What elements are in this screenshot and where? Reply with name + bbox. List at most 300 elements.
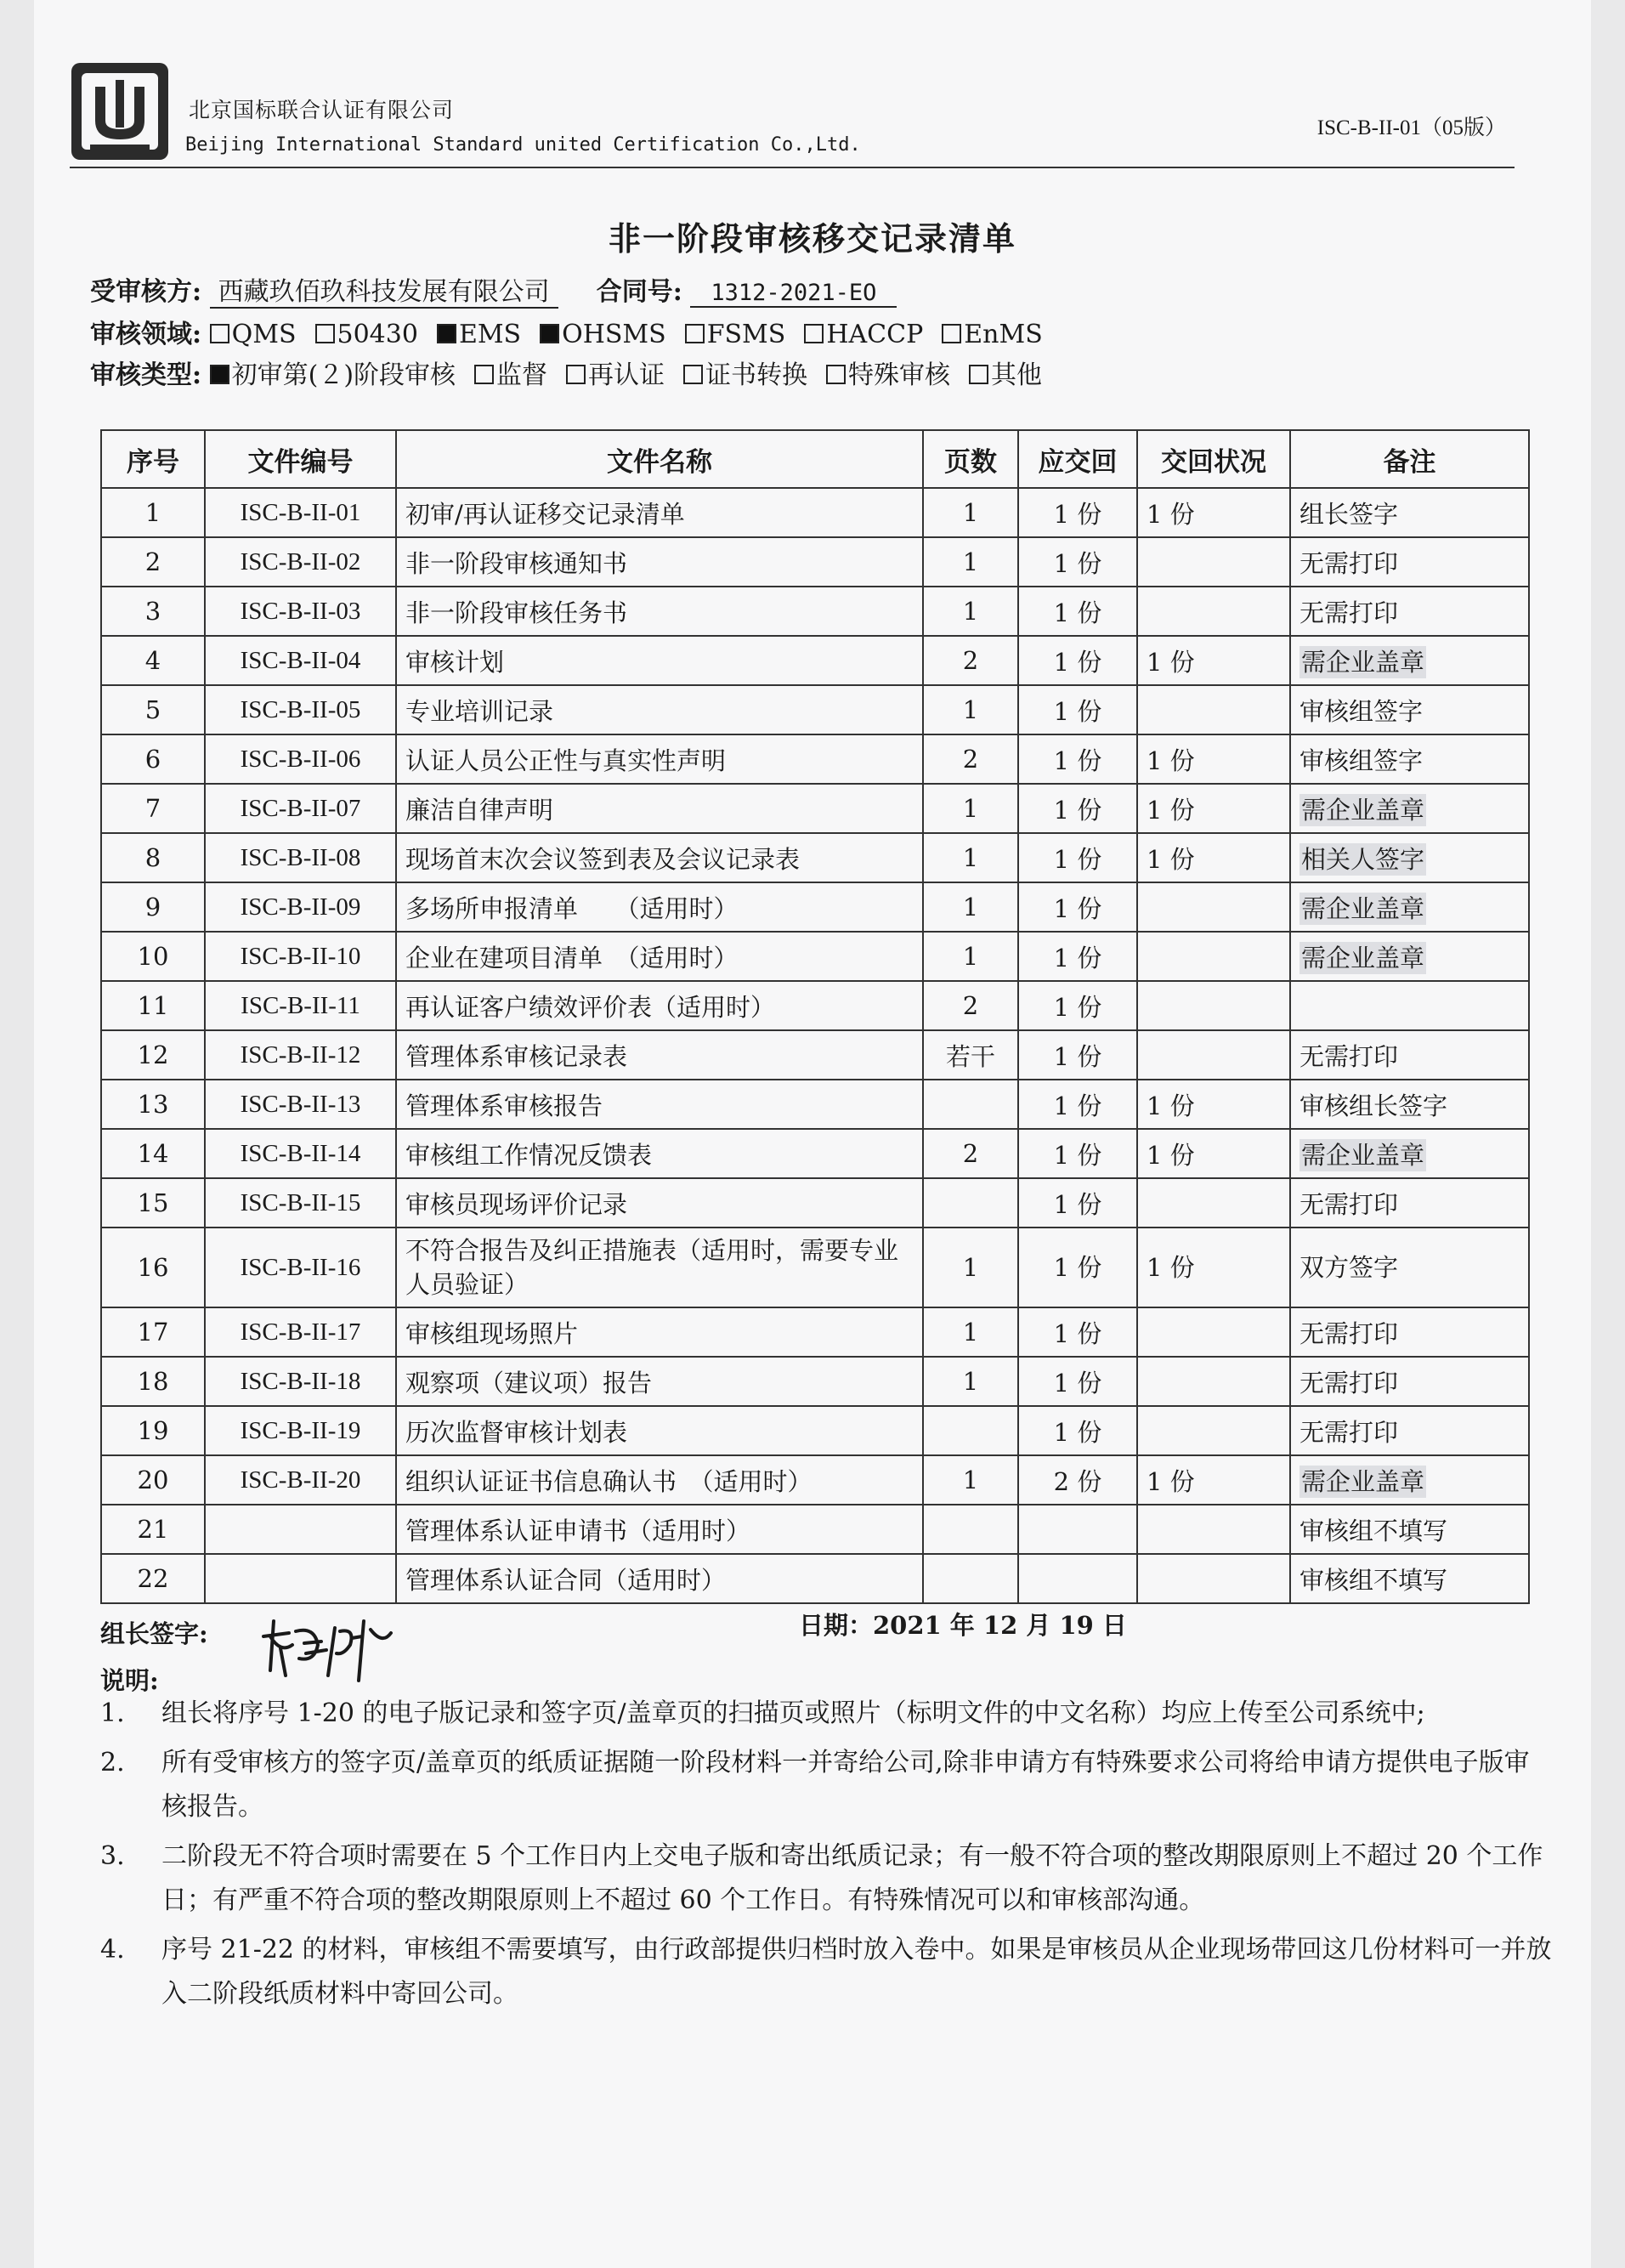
cell-seq [101, 1455, 205, 1505]
cell-due-text: 1 份 [1053, 1368, 1102, 1398]
cell-remarks-text: 无需打印 [1299, 1417, 1399, 1447]
cell-pages [923, 685, 1018, 734]
cell-pages-text: 1 [962, 597, 979, 626]
audit-type-option-6[interactable] [969, 354, 1042, 391]
checkbox-checked-icon[interactable] [437, 324, 456, 343]
option-label: 再认证 [588, 360, 665, 390]
cell-doc-no [205, 537, 396, 587]
cell-returned [1137, 685, 1290, 734]
cell-doc-no-text: ISC-B-II-05 [240, 695, 361, 723]
table-row [101, 1406, 1529, 1455]
cell-seq [101, 537, 205, 587]
table-row [101, 1228, 1529, 1307]
cell-doc-no [205, 734, 396, 784]
audit-type-line [90, 354, 1061, 391]
cell-doc-no-text: ISC-B-II-19 [240, 1416, 361, 1444]
cell-seq-text: 11 [137, 991, 169, 1020]
cell-doc-name [396, 1554, 923, 1603]
cell-pages [923, 488, 1018, 537]
cell-remarks [1290, 1030, 1529, 1080]
cell-pages [923, 636, 1018, 685]
cell-due-text: 1 份 [1053, 844, 1102, 874]
cell-doc-name [396, 1455, 923, 1505]
cell-doc-no [205, 1455, 396, 1505]
note-text: 组长将序号 1-20 的电子版记录和签字页/盖章页的扫描页或照片（标明文件的中文名称）均应上传至公司系统中; [161, 1698, 1425, 1728]
cell-remarks [1290, 1554, 1529, 1603]
option-label: 监督 [496, 360, 548, 390]
cell-seq-text: 9 [144, 893, 161, 921]
col-header-pages: 页数 [923, 430, 1018, 488]
handover-table [100, 429, 1530, 1604]
cell-due [1018, 932, 1137, 981]
audit-field-enms[interactable] [942, 320, 1043, 349]
cell-doc-no-text: ISC-B-II-07 [240, 794, 361, 822]
cell-doc-name-text: 非一阶段审核任务书 [405, 598, 628, 627]
cell-due [1018, 882, 1137, 932]
cell-pages [923, 1505, 1018, 1554]
table-row [101, 734, 1529, 784]
notes-list [100, 1692, 1554, 2021]
cell-due [1018, 488, 1137, 537]
cell-due-text: 1 份 [1053, 647, 1102, 677]
table-row [101, 1178, 1529, 1228]
cell-doc-no-text: ISC-B-II-03 [240, 597, 361, 625]
cell-seq [101, 734, 205, 784]
option-label: HACCP [826, 320, 924, 349]
cell-due-text: 1 份 [1053, 1253, 1102, 1282]
cell-due [1018, 981, 1137, 1030]
audit-type-option-5[interactable] [826, 354, 950, 391]
audit-field-ems[interactable] [437, 320, 521, 349]
cell-doc-no-text: ISC-B-II-13 [240, 1090, 361, 1118]
cell-seq [101, 1307, 205, 1357]
cell-due-text: 1 份 [1053, 1041, 1102, 1071]
cell-returned [1137, 1406, 1290, 1455]
contract-label: 合同号: [596, 277, 682, 307]
cell-returned-text: 1 份 [1147, 1466, 1195, 1496]
auditee-line [90, 270, 897, 308]
col-header-seq: 序号 [101, 430, 205, 488]
cell-pages-text: 1 [962, 794, 979, 823]
cell-doc-no [205, 1554, 396, 1603]
checkbox-empty-icon[interactable] [826, 365, 846, 384]
audit-type-option-3[interactable] [566, 354, 665, 391]
cell-seq [101, 488, 205, 537]
cell-returned [1137, 1505, 1290, 1554]
cell-seq [101, 1228, 205, 1307]
cell-doc-no-text: ISC-B-II-14 [240, 1139, 361, 1167]
note-number: 3. [100, 1841, 125, 1871]
cell-doc-name [396, 1357, 923, 1406]
cell-pages-text: 1 [962, 695, 979, 724]
cell-returned-text: 1 份 [1147, 746, 1195, 775]
cell-returned-text: 1 份 [1147, 795, 1195, 825]
checkbox-empty-icon[interactable] [969, 365, 988, 384]
cell-due-text: 1 份 [1053, 943, 1102, 972]
cell-pages-text: 1 [962, 1367, 979, 1396]
col-header-due: 应交回 [1018, 430, 1137, 488]
cell-doc-no [205, 784, 396, 833]
cell-seq-text: 13 [137, 1090, 169, 1119]
cell-seq [101, 1178, 205, 1228]
option-label: 特殊审核 [848, 360, 951, 390]
cell-doc-no [205, 1178, 396, 1228]
cell-pages [923, 1080, 1018, 1129]
cell-doc-name [396, 1080, 923, 1129]
cell-remarks [1290, 1178, 1529, 1228]
cell-due [1018, 1455, 1137, 1505]
audit-field-qms[interactable] [210, 320, 297, 349]
cell-doc-name-text: 现场首末次会议签到表及会议记录表 [405, 844, 801, 874]
cell-pages-text: 1 [962, 942, 979, 971]
cell-remarks-text: 无需打印 [1299, 1041, 1399, 1071]
cell-remarks-text: 双方签字 [1299, 1253, 1399, 1282]
note-number: 4. [100, 1935, 125, 1965]
cell-pages [923, 1129, 1018, 1178]
cell-doc-no-text: ISC-B-II-15 [240, 1188, 361, 1216]
cell-seq [101, 932, 205, 981]
cell-seq-text: 14 [137, 1139, 169, 1168]
cell-due-text: 1 份 [1053, 893, 1102, 923]
cell-seq [101, 1357, 205, 1406]
cell-returned [1137, 1129, 1290, 1178]
table-row [101, 537, 1529, 587]
table-row [101, 833, 1529, 882]
cell-due [1018, 833, 1137, 882]
cell-due [1018, 685, 1137, 734]
cell-remarks [1290, 1228, 1529, 1307]
cell-seq-text: 21 [137, 1515, 169, 1544]
cell-doc-no [205, 1129, 396, 1178]
cell-pages-text: 2 [962, 646, 979, 675]
table-row [101, 636, 1529, 685]
cell-seq [101, 833, 205, 882]
cell-remarks-text: 审核组签字 [1299, 746, 1424, 775]
note-text: 序号 21-22 的材料，审核组不需要填写，由行政部提供归档时放入卷中。如果是审核员从企业现场带回这几份材料可一并放入二阶段纸质材料中寄回公司。 [161, 1935, 1552, 2009]
cell-returned [1137, 1455, 1290, 1505]
cell-remarks [1290, 932, 1529, 981]
cell-doc-name-text: 观察项（建议项）报告 [405, 1368, 653, 1398]
cell-doc-name-text: 管理体系认证合同（适用时） [405, 1565, 727, 1595]
audit-field-label: 审核领域: [90, 320, 202, 349]
checkbox-checked-icon[interactable] [540, 324, 559, 343]
cell-returned-text: 1 份 [1147, 1091, 1195, 1120]
cell-seq [101, 1080, 205, 1129]
cell-seq-text: 19 [137, 1416, 169, 1445]
auditee-label: 受审核方: [90, 277, 202, 307]
table-row [101, 587, 1529, 636]
cell-doc-name [396, 636, 923, 685]
audit-type-option-1[interactable] [210, 354, 456, 391]
cell-returned-text: 1 份 [1147, 499, 1195, 529]
table-row [101, 1129, 1529, 1178]
cell-remarks-text: 无需打印 [1299, 598, 1399, 627]
table-row [101, 932, 1529, 981]
cell-remarks [1290, 1129, 1529, 1178]
cell-remarks [1290, 1505, 1529, 1554]
cell-remarks-text: 审核组不填写 [1299, 1516, 1448, 1545]
cell-due-text: 1 份 [1053, 548, 1102, 578]
audit-type-options [210, 360, 1061, 390]
option-label: 证书转换 [705, 360, 808, 390]
cell-returned [1137, 1080, 1290, 1129]
cell-due [1018, 1307, 1137, 1357]
note-item [100, 1834, 1554, 1923]
cell-due-text: 1 份 [1053, 746, 1102, 775]
cell-due [1018, 1178, 1137, 1228]
cell-returned [1137, 1178, 1290, 1228]
cell-due-text: 1 份 [1053, 696, 1102, 726]
cell-doc-no-text: ISC-B-II-01 [240, 498, 361, 526]
cell-due-text: 1 份 [1053, 795, 1102, 825]
auditee-value: 西藏玖佰玖科技发展有限公司 [210, 277, 558, 309]
cell-doc-name [396, 932, 923, 981]
audit-type-label: 审核类型: [90, 360, 202, 390]
cell-doc-name [396, 1129, 923, 1178]
cell-doc-no-text: ISC-B-II-08 [240, 843, 361, 871]
col-header-doc-name: 文件名称 [396, 430, 923, 488]
option-label: QMS [231, 320, 297, 349]
cell-due-text: 1 份 [1053, 1091, 1102, 1120]
cell-returned [1137, 636, 1290, 685]
cell-returned [1137, 882, 1290, 932]
audit-type-option-4[interactable] [683, 354, 807, 391]
option-label: 50430 [337, 320, 418, 349]
cell-due-text: 1 份 [1053, 598, 1102, 627]
note-text: 所有受审核方的签字页/盖章页的纸质证据随一阶段材料一并寄给公司,除非申请方有特殊要求公司将给申请方提供电子版审核报告。 [161, 1748, 1530, 1822]
cell-doc-name-text: 廉洁自律声明 [405, 795, 554, 825]
cell-pages [923, 1357, 1018, 1406]
cell-seq-text: 1 [144, 498, 161, 527]
cell-seq [101, 587, 205, 636]
cell-remarks-text: 需企业盖章 [1301, 1140, 1425, 1170]
cell-doc-no [205, 587, 396, 636]
cell-remarks [1290, 882, 1529, 932]
cell-seq [101, 1129, 205, 1178]
cell-seq [101, 1406, 205, 1455]
checkbox-empty-icon[interactable] [315, 324, 335, 343]
checkbox-empty-icon[interactable] [566, 365, 586, 384]
cell-pages-text: 2 [962, 991, 979, 1020]
cell-due [1018, 1554, 1137, 1603]
cell-doc-name-text: 不符合报告及纠正措施表（适用时，需要专业人员验证） [405, 1236, 899, 1299]
cell-pages [923, 833, 1018, 882]
cell-remarks-text: 相关人签字 [1301, 844, 1425, 874]
cell-doc-no [205, 1080, 396, 1129]
cell-seq-text: 22 [137, 1564, 169, 1593]
col-header-remarks: 备注 [1290, 430, 1529, 488]
cell-doc-name [396, 1178, 923, 1228]
cell-doc-no [205, 636, 396, 685]
cell-seq [101, 981, 205, 1030]
cell-returned [1137, 784, 1290, 833]
company-logo [70, 61, 170, 162]
cell-seq-text: 20 [137, 1466, 169, 1494]
note-text: 二阶段无不符合项时需要在 5 个工作日内上交电子版和寄出纸质记录；有一般不符合项的整改期限原则上不超过 20 个工作日；有严重不符合项的整改期限原则上不超过 60 个工作日。有特殊情况可以和审核部沟通。 [161, 1841, 1543, 1915]
cell-doc-no [205, 932, 396, 981]
cell-remarks [1290, 1080, 1529, 1129]
table-row [101, 1554, 1529, 1603]
audit-field-ohsms[interactable] [540, 320, 666, 349]
letterhead [70, 56, 1515, 168]
cell-pages-text: 2 [962, 1139, 979, 1168]
cell-pages [923, 1307, 1018, 1357]
cell-seq-text: 12 [137, 1040, 169, 1069]
cell-doc-no [205, 882, 396, 932]
cell-doc-name-text: 再认证客户绩效评价表（适用时） [405, 992, 776, 1022]
cell-pages [923, 1228, 1018, 1307]
cell-returned-text: 1 份 [1147, 647, 1195, 677]
option-label: 其他 [991, 360, 1043, 390]
cell-seq-text: 5 [144, 695, 161, 724]
cell-due [1018, 734, 1137, 784]
cell-seq-text: 17 [137, 1318, 169, 1347]
cell-remarks [1290, 981, 1529, 1030]
cell-seq [101, 784, 205, 833]
cell-pages-text: 1 [962, 893, 979, 921]
leader-signature-label: 组长签字: [100, 1619, 208, 1648]
cell-pages-text: 1 [962, 547, 979, 576]
cell-returned-text: 1 份 [1147, 1140, 1195, 1170]
cell-remarks-text: 组长签字 [1299, 499, 1399, 529]
checkbox-empty-icon[interactable] [804, 324, 824, 343]
cell-pages [923, 882, 1018, 932]
org-name-en: Beijing International Standard united Certification Co.,Ltd. [185, 134, 861, 156]
cell-due-text: 1 份 [1053, 499, 1102, 529]
cell-doc-no [205, 1505, 396, 1554]
cell-due [1018, 1505, 1137, 1554]
cell-doc-no-text: ISC-B-II-11 [241, 991, 360, 1019]
checkbox-empty-icon[interactable] [685, 324, 705, 343]
cell-doc-name [396, 488, 923, 537]
cell-returned [1137, 932, 1290, 981]
cell-doc-no [205, 685, 396, 734]
cell-doc-no [205, 1307, 396, 1357]
cell-remarks-text: 无需打印 [1299, 1368, 1399, 1398]
cell-doc-name-text: 管理体系审核报告 [405, 1091, 603, 1120]
cell-pages-text: 1 [962, 498, 979, 527]
cell-doc-no [205, 981, 396, 1030]
checkbox-empty-icon[interactable] [683, 365, 703, 384]
cell-remarks-text: 需企业盖章 [1301, 647, 1425, 677]
cell-doc-name-text: 审核员现场评价记录 [405, 1189, 628, 1219]
cell-pages-text: 1 [962, 1318, 979, 1347]
cell-doc-name [396, 685, 923, 734]
cell-due-text: 1 份 [1053, 1318, 1102, 1348]
cell-seq [101, 1505, 205, 1554]
cell-doc-name [396, 882, 923, 932]
cell-remarks [1290, 685, 1529, 734]
checkbox-empty-icon[interactable] [474, 365, 494, 384]
option-label: EMS [458, 320, 522, 349]
cell-remarks-text: 需企业盖章 [1301, 893, 1425, 923]
cell-remarks [1290, 1406, 1529, 1455]
cell-doc-no-text: ISC-B-II-10 [240, 942, 361, 970]
cell-doc-name [396, 1505, 923, 1554]
cell-doc-no-text: ISC-B-II-12 [240, 1040, 361, 1069]
table-row [101, 784, 1529, 833]
option-label: FSMS [706, 320, 786, 349]
cell-remarks-text: 需企业盖章 [1301, 795, 1425, 825]
cell-pages [923, 784, 1018, 833]
cell-returned [1137, 1554, 1290, 1603]
cell-doc-no-text: ISC-B-II-18 [240, 1367, 361, 1395]
cell-pages [923, 1406, 1018, 1455]
col-header-doc-no: 文件编号 [205, 430, 396, 488]
cell-returned [1137, 981, 1290, 1030]
cell-remarks [1290, 1307, 1529, 1357]
cell-doc-name-text: 管理体系审核记录表 [405, 1041, 628, 1071]
notes-title: 说明: [100, 1666, 159, 1695]
cell-doc-name [396, 1307, 923, 1357]
cell-due [1018, 1357, 1137, 1406]
table-row [101, 1357, 1529, 1406]
cell-doc-name [396, 537, 923, 587]
checkbox-checked-icon[interactable] [210, 365, 229, 384]
cell-due-text: 1 份 [1053, 1189, 1102, 1219]
cell-returned [1137, 1228, 1290, 1307]
cell-doc-no-text: ISC-B-II-02 [240, 547, 361, 576]
cell-due [1018, 636, 1137, 685]
cell-returned-text: 1 份 [1147, 844, 1195, 874]
option-label: OHSMS [562, 320, 666, 349]
cell-returned [1137, 1307, 1290, 1357]
cell-remarks-text: 审核组签字 [1299, 696, 1424, 726]
cell-doc-name-text: 多场所申报清单 （适用时） [405, 893, 739, 923]
table-row [101, 882, 1529, 932]
cell-seq [101, 1030, 205, 1080]
cell-remarks [1290, 587, 1529, 636]
cell-pages [923, 537, 1018, 587]
audit-field-options [210, 320, 1062, 349]
audit-field-50430[interactable] [315, 320, 418, 349]
audit-field-fsms[interactable] [685, 320, 786, 349]
cell-returned [1137, 1357, 1290, 1406]
cell-due [1018, 784, 1137, 833]
option-label: EnMS [964, 320, 1043, 349]
note-item [100, 1692, 1554, 1736]
cell-seq-text: 16 [137, 1253, 169, 1282]
table-row [101, 488, 1529, 537]
cell-due [1018, 1030, 1137, 1080]
cell-pages-text: 1 [962, 1253, 979, 1282]
cell-doc-no [205, 1357, 396, 1406]
cell-pages [923, 1455, 1018, 1505]
cell-doc-name-text: 企业在建项目清单 （适用时） [405, 943, 739, 972]
cell-remarks [1290, 1357, 1529, 1406]
cell-doc-name-text: 审核计划 [405, 647, 505, 677]
cell-remarks [1290, 636, 1529, 685]
audit-field-haccp[interactable] [804, 320, 923, 349]
cell-doc-name [396, 833, 923, 882]
cell-returned [1137, 488, 1290, 537]
audit-type-option-2[interactable] [474, 354, 547, 391]
page-title: 非一阶段审核移交记录清单 [608, 219, 1016, 258]
cell-seq-text: 6 [144, 745, 161, 774]
cell-pages-text: 若干 [945, 1041, 995, 1071]
cell-doc-no [205, 1030, 396, 1080]
cell-remarks [1290, 488, 1529, 537]
cell-doc-name [396, 1228, 923, 1307]
audit-field-line [90, 313, 1062, 350]
cell-due-text: 1 份 [1053, 1140, 1102, 1170]
checkbox-empty-icon[interactable] [942, 324, 961, 343]
cell-doc-no-text: ISC-B-II-16 [240, 1254, 361, 1281]
col-header-returned: 交回状况 [1137, 430, 1290, 488]
checkbox-empty-icon[interactable] [210, 324, 229, 343]
cell-remarks-text: 需企业盖章 [1301, 943, 1425, 972]
cell-seq-text: 10 [137, 942, 169, 971]
